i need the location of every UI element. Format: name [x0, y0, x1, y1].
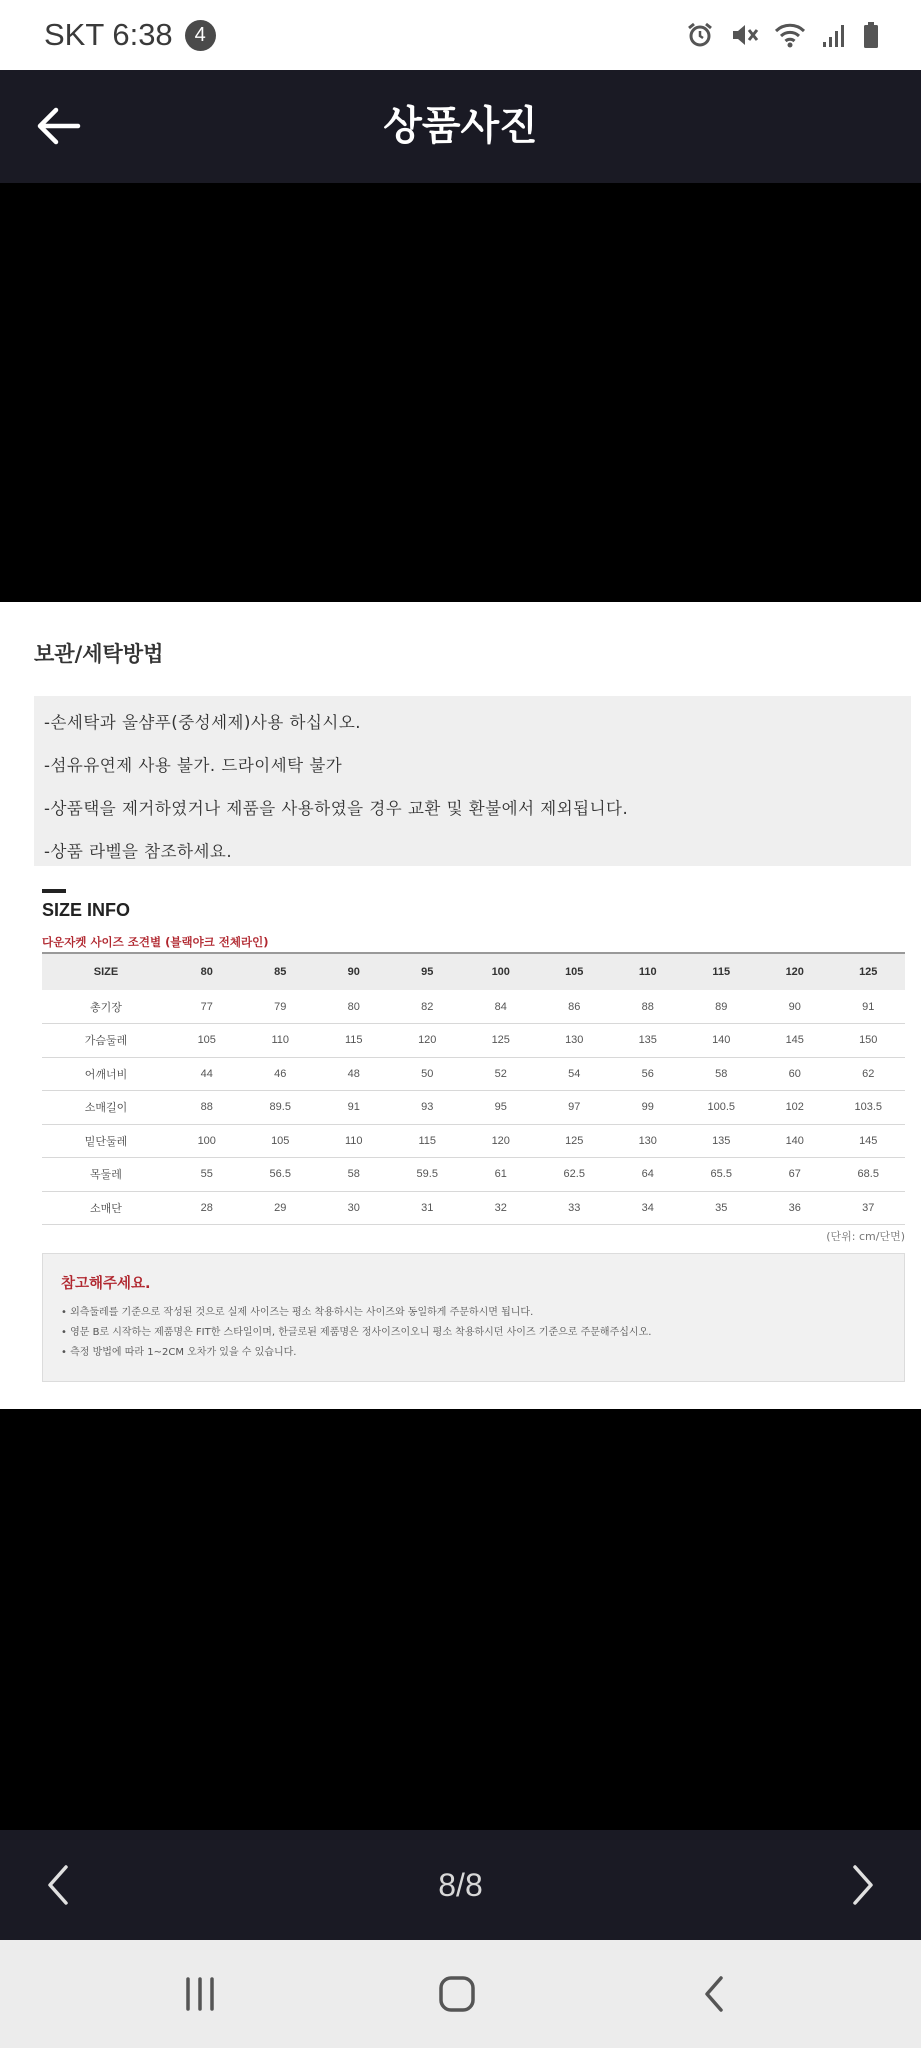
size-value-cell: 84	[464, 990, 538, 1024]
status-left	[44, 0, 216, 70]
chevron-right-icon	[849, 1863, 877, 1907]
size-table	[42, 952, 905, 1225]
system-nav-bar	[0, 1940, 921, 2048]
notes-title: 참고해주세요.	[61, 1276, 151, 1292]
size-value-cell: 59.5	[391, 1158, 465, 1192]
size-value-cell: 90	[758, 990, 832, 1024]
row-label: 소매길이	[42, 1091, 170, 1125]
care-line: -손세탁과 울샴푸(중성세제)사용 하십시오.	[44, 713, 362, 732]
size-value-cell: 34	[611, 1191, 685, 1225]
size-value-cell: 115	[317, 1024, 391, 1058]
size-value-cell: 125	[538, 1124, 612, 1158]
size-value-cell: 30	[317, 1191, 391, 1225]
header-cell: 125	[832, 953, 906, 990]
page-title: 상품사진	[383, 103, 538, 149]
recent-apps-button[interactable]	[160, 1964, 240, 2024]
care-line: -섬유유연제 사용 불가. 드라이세탁 불가	[44, 756, 343, 775]
size-value-cell: 88	[170, 1091, 244, 1125]
table-row	[42, 990, 905, 1024]
size-value-cell: 58	[317, 1158, 391, 1192]
row-label: 어깨너비	[42, 1057, 170, 1091]
header-cell: SIZE	[42, 953, 170, 990]
size-value-cell: 100	[170, 1124, 244, 1158]
size-value-cell: 86	[538, 990, 612, 1024]
size-value-cell: 61	[464, 1158, 538, 1192]
size-value-cell: 52	[464, 1057, 538, 1091]
row-label: 목둘레	[42, 1158, 170, 1192]
size-value-cell: 91	[832, 990, 906, 1024]
size-value-cell: 125	[464, 1024, 538, 1058]
header-cell: 110	[611, 953, 685, 990]
back-chevron-icon	[701, 1974, 729, 2014]
care-line: -상품 라벨을 참조하세요.	[44, 842, 233, 861]
size-value-cell: 89.5	[244, 1091, 318, 1125]
image-pager	[0, 1830, 921, 1940]
size-value-cell: 95	[464, 1091, 538, 1125]
size-value-cell: 115	[391, 1124, 465, 1158]
size-value-cell: 135	[611, 1024, 685, 1058]
alarm-icon	[685, 20, 715, 50]
mute-icon	[729, 20, 759, 50]
status-icons	[685, 0, 881, 70]
size-value-cell: 60	[758, 1057, 832, 1091]
size-value-cell: 105	[170, 1024, 244, 1058]
app-bar	[0, 70, 921, 183]
product-detail-image	[0, 602, 921, 1409]
size-value-cell: 82	[391, 990, 465, 1024]
size-value-cell: 97	[538, 1091, 612, 1125]
wifi-icon	[773, 20, 807, 50]
size-value-cell: 88	[611, 990, 685, 1024]
notification-count-badge: 4	[185, 20, 216, 51]
size-value-cell: 145	[832, 1124, 906, 1158]
size-value-cell: 67	[758, 1158, 832, 1192]
note-line: • 외측둘레를 기준으로 작성된 것으로 실제 사이즈는 평소 착용하시는 사이즈와 동일하게 주문하시면 됩니다.	[61, 1307, 534, 1318]
system-back-button[interactable]	[675, 1964, 755, 2024]
size-value-cell: 28	[170, 1191, 244, 1225]
size-value-cell: 54	[538, 1057, 612, 1091]
row-label: 가슴둘레	[42, 1024, 170, 1058]
size-value-cell: 79	[244, 990, 318, 1024]
size-value-cell: 31	[391, 1191, 465, 1225]
unit-note: (단위: cm/단면)	[826, 1230, 905, 1243]
signal-icon	[821, 20, 847, 50]
header-cell: 95	[391, 953, 465, 990]
size-value-cell: 29	[244, 1191, 318, 1225]
size-value-cell: 68.5	[832, 1158, 906, 1192]
size-value-cell: 50	[391, 1057, 465, 1091]
size-value-cell: 110	[244, 1024, 318, 1058]
care-title: 보관/세탁방법	[34, 642, 164, 666]
care-line: -상품택을 제거하였거나 제품을 사용하였을 경우 교환 및 환불에서 제외됩니다.	[44, 799, 629, 818]
size-value-cell: 110	[317, 1124, 391, 1158]
size-value-cell: 100.5	[685, 1091, 759, 1125]
status-bar	[0, 0, 921, 70]
size-value-cell: 145	[758, 1024, 832, 1058]
row-label: 밑단둘레	[42, 1124, 170, 1158]
size-value-cell: 140	[758, 1124, 832, 1158]
size-value-cell: 37	[832, 1191, 906, 1225]
header-cell: 85	[244, 953, 318, 990]
size-value-cell: 48	[317, 1057, 391, 1091]
size-value-cell: 93	[391, 1091, 465, 1125]
size-value-cell: 62	[832, 1057, 906, 1091]
size-value-cell: 120	[391, 1024, 465, 1058]
header-cell: 115	[685, 953, 759, 990]
header-cell: 100	[464, 953, 538, 990]
size-info-divider	[42, 889, 66, 893]
home-button[interactable]	[417, 1964, 497, 2024]
size-value-cell: 105	[244, 1124, 318, 1158]
size-value-cell: 103.5	[832, 1091, 906, 1125]
size-value-cell: 89	[685, 990, 759, 1024]
header-cell: 90	[317, 953, 391, 990]
table-row	[42, 1158, 905, 1192]
size-value-cell: 44	[170, 1057, 244, 1091]
table-row	[42, 1191, 905, 1225]
size-value-cell: 80	[317, 990, 391, 1024]
size-value-cell: 56	[611, 1057, 685, 1091]
table-row	[42, 1024, 905, 1058]
row-label: 총기장	[42, 990, 170, 1024]
size-table-body	[42, 990, 905, 1225]
table-row	[42, 1124, 905, 1158]
table-row	[42, 1091, 905, 1125]
size-value-cell: 56.5	[244, 1158, 318, 1192]
size-value-cell: 99	[611, 1091, 685, 1125]
size-value-cell: 35	[685, 1191, 759, 1225]
recent-apps-icon	[180, 1976, 220, 2012]
next-image-button[interactable]	[835, 1857, 891, 1913]
size-value-cell: 65.5	[685, 1158, 759, 1192]
notes-box	[42, 1253, 905, 1382]
size-value-cell: 58	[685, 1057, 759, 1091]
header-cell: 120	[758, 953, 832, 990]
home-icon	[437, 1974, 477, 2014]
note-line: • 영문 B로 시작하는 제품명은 FIT한 스타일이며, 한글로된 제품명은 정사이즈이오니 평소 착용하시던 사이즈 기준으로 주문해주십시오.	[61, 1327, 652, 1338]
size-value-cell: 150	[832, 1024, 906, 1058]
size-value-cell: 130	[611, 1124, 685, 1158]
size-value-cell: 55	[170, 1158, 244, 1192]
header-cell: 80	[170, 953, 244, 990]
size-value-cell: 36	[758, 1191, 832, 1225]
size-value-cell: 77	[170, 990, 244, 1024]
size-value-cell: 130	[538, 1024, 612, 1058]
table-row	[42, 1057, 905, 1091]
size-value-cell: 32	[464, 1191, 538, 1225]
size-value-cell: 62.5	[538, 1158, 612, 1192]
size-value-cell: 140	[685, 1024, 759, 1058]
size-value-cell: 91	[317, 1091, 391, 1125]
battery-icon	[861, 20, 881, 50]
size-info-title: SIZE INFO	[42, 900, 131, 920]
size-value-cell: 135	[685, 1124, 759, 1158]
note-line: • 측정 방법에 따라 1~2CM 오차가 있을 수 있습니다.	[61, 1347, 297, 1358]
row-label: 소매단	[42, 1191, 170, 1225]
size-value-cell: 46	[244, 1057, 318, 1091]
size-table-header	[42, 953, 905, 990]
size-value-cell: 102	[758, 1091, 832, 1125]
size-value-cell: 33	[538, 1191, 612, 1225]
page-counter: 8/8	[438, 1867, 483, 1903]
header-cell: 105	[538, 953, 612, 990]
size-info-subtitle: 다운자켓 사이즈 조견별 (블랙야크 전체라인)	[42, 935, 269, 949]
image-viewer[interactable]	[0, 183, 921, 1830]
size-value-cell: 64	[611, 1158, 685, 1192]
carrier-time: SKT 6:38	[44, 17, 173, 52]
care-instructions-box	[34, 696, 911, 866]
size-value-cell: 120	[464, 1124, 538, 1158]
